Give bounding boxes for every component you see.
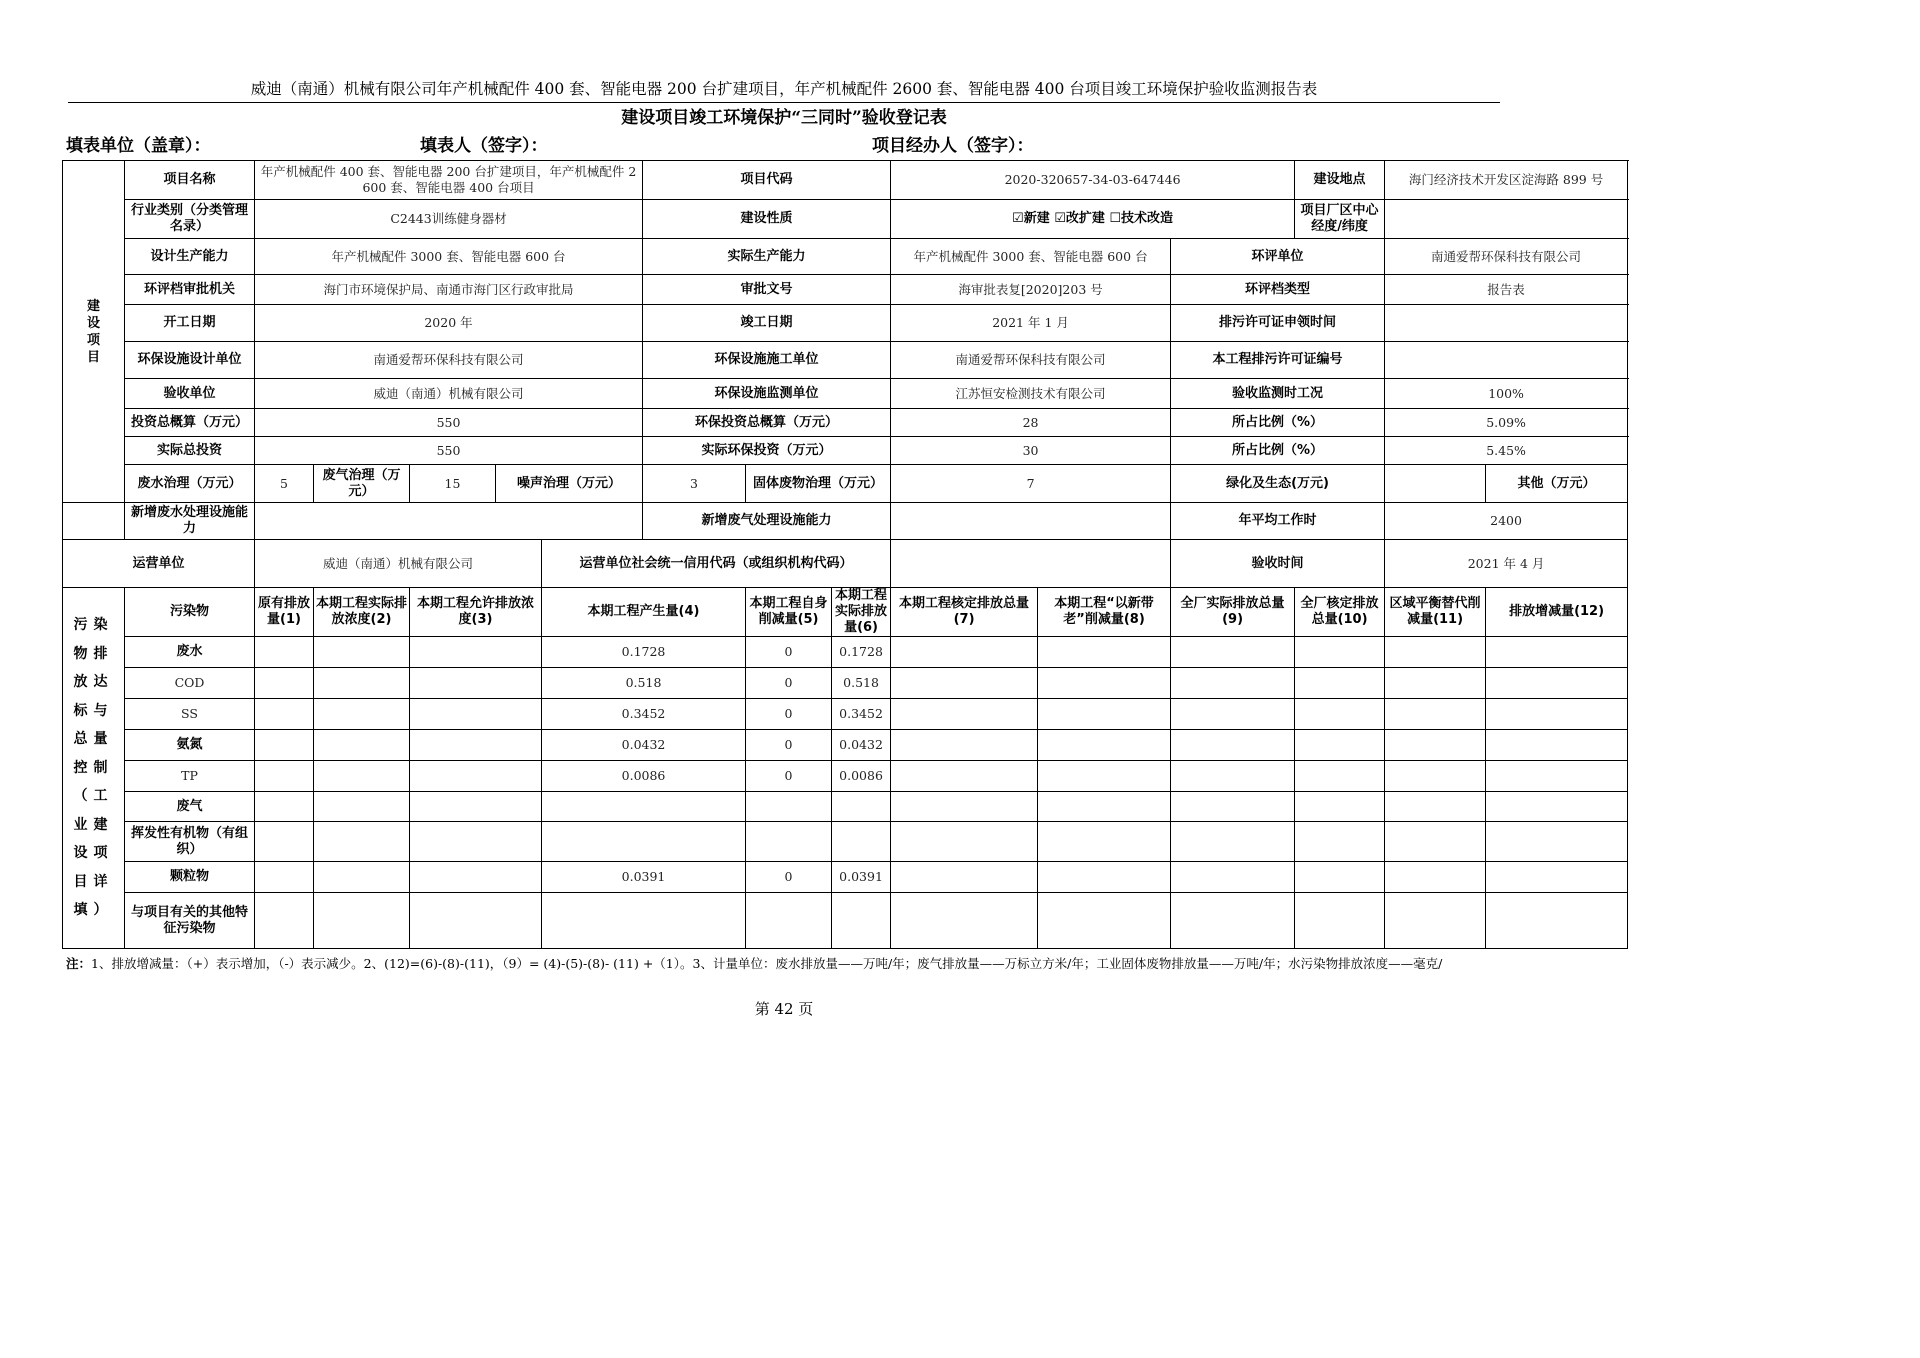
cell-production	[542, 792, 746, 822]
report-header: 威迪（南通）机械有限公司年产机械配件 400 套、智能电器 200 台扩建项目，年产机械配件 2600 套、智能电器 400 台项目竣工环境保护验收监测报告表	[250, 80, 1318, 98]
form-title: 建设项目竣工环境保护“三同时”验收登记表	[621, 108, 947, 128]
greening	[1385, 465, 1486, 503]
header-col-4: 本期工程产生量(4)	[542, 588, 746, 637]
label-solid-waste: 固体废物治理（万元）	[746, 465, 891, 503]
table-row	[63, 730, 1628, 761]
cell-production: 0.3452	[542, 699, 746, 730]
label-eia-unit: 环评单位	[1171, 239, 1385, 275]
annual-hours: 2400	[1385, 503, 1628, 540]
cell-emission	[832, 792, 891, 822]
table-row	[63, 822, 1628, 862]
label-working-condition: 验收监测时工况	[1171, 379, 1385, 409]
construction-nature: ☑新建 ☑改扩建 ☐技术改造	[891, 200, 1295, 239]
label-operator: 运营单位	[63, 540, 255, 588]
registration-table	[62, 160, 1628, 949]
cell-reduction	[746, 822, 832, 862]
fill-unit-label: 填表单位（盖章）：	[66, 136, 211, 156]
label-investment-estimate: 投资总概算（万元）	[125, 409, 255, 437]
label-start-date: 开工日期	[125, 305, 255, 342]
cell-reduction	[746, 893, 832, 949]
project-code: 2020-320657-34-03-647446	[891, 161, 1295, 200]
build-unit: 南通爱帮环保科技有限公司	[891, 342, 1171, 379]
design-capacity: 年产机械配件 3000 套、智能电器 600 台	[255, 239, 643, 275]
actual-capacity: 年产机械配件 3000 套、智能电器 600 台	[891, 239, 1171, 275]
header-col-5: 本期工程自身削减量(5)	[746, 588, 832, 637]
water-treatment: 5	[255, 465, 314, 503]
design-unit: 南通爱帮环保科技有限公司	[255, 342, 643, 379]
cell-production	[542, 822, 746, 862]
header-col-9: 全厂实际排放总量(9)	[1171, 588, 1295, 637]
cell-emission: 0.0391	[832, 862, 891, 893]
label-design-capacity: 设计生产能力	[125, 239, 255, 275]
permit-time	[1385, 305, 1628, 342]
section-pollutant: 污染物排放达标与总量控制（工业建设项目详填）	[63, 588, 125, 949]
label-annual-hours: 年平均工作时	[1171, 503, 1385, 540]
table-row	[63, 792, 1628, 822]
header-col-10: 全厂核定排放总量(10)	[1295, 588, 1385, 637]
label-nature: 建设性质	[643, 200, 891, 239]
cell-emission: 0.3452	[832, 699, 891, 730]
pollutant-name: 废气	[125, 792, 255, 822]
label-new-water-capacity: 新增废水处理设施能力	[125, 503, 255, 540]
cell-production: 0.0432	[542, 730, 746, 761]
cell-reduction: 0	[746, 761, 832, 792]
label-credit-code: 运营单位社会统一信用代码（或组织机构代码）	[542, 540, 891, 588]
noise-treatment: 3	[643, 465, 746, 503]
acceptance-unit: 威迪（南通）机械有限公司	[255, 379, 643, 409]
cell-emission	[832, 822, 891, 862]
project-section-gap	[63, 503, 125, 540]
cell-production: 0.1728	[542, 637, 746, 668]
label-project-code: 项目代码	[643, 161, 891, 200]
pollutant-name: SS	[125, 699, 255, 730]
operator-unit: 威迪（南通）机械有限公司	[255, 540, 542, 588]
ratio-actual: 5.45%	[1385, 437, 1628, 465]
pollutant-name: COD	[125, 668, 255, 699]
table-row	[63, 761, 1628, 792]
cell-emission: 0.518	[832, 668, 891, 699]
table-row	[63, 699, 1628, 730]
table-row	[63, 893, 1628, 949]
actual-investment: 550	[255, 437, 643, 465]
footnote-prefix: 注：	[66, 956, 92, 971]
label-water-treatment: 废水治理（万元）	[125, 465, 255, 503]
working-condition: 100%	[1385, 379, 1628, 409]
cell-production: 0.518	[542, 668, 746, 699]
start-date: 2020 年	[255, 305, 643, 342]
label-permit-number: 本工程排污许可证编号	[1171, 342, 1385, 379]
header-pollutant: 污染物	[125, 588, 255, 637]
ratio-estimate: 5.09%	[1385, 409, 1628, 437]
pollutant-name: 废水	[125, 637, 255, 668]
table-row	[63, 637, 1628, 668]
label-permit-time: 排污许可证申领时间	[1171, 305, 1385, 342]
eia-unit: 南通爱帮环保科技有限公司	[1385, 239, 1628, 275]
pollutant-name: 挥发性有机物（有组织）	[125, 822, 255, 862]
header-col-12: 排放增减量(12)	[1486, 588, 1628, 637]
header-col-8: 本期工程“以新带老”削减量(8)	[1038, 588, 1171, 637]
table-row	[63, 862, 1628, 893]
cell-emission	[832, 893, 891, 949]
new-water-capacity	[255, 503, 643, 540]
label-project-name: 项目名称	[125, 161, 255, 200]
cell-emission: 0.0086	[832, 761, 891, 792]
cell-emission: 0.1728	[832, 637, 891, 668]
footnote	[66, 956, 1511, 972]
label-new-gas-capacity: 新增废气处理设施能力	[643, 503, 891, 540]
label-ratio-actual: 所占比例（%）	[1171, 437, 1385, 465]
label-acceptance-unit: 验收单位	[125, 379, 255, 409]
cell-reduction	[746, 792, 832, 822]
label-eia-type: 环评档类型	[1171, 275, 1385, 305]
coordinates	[1385, 200, 1628, 239]
label-finish-date: 竣工日期	[643, 305, 891, 342]
cell-reduction: 0	[746, 699, 832, 730]
cell-emission: 0.0432	[832, 730, 891, 761]
cell-production: 0.0086	[542, 761, 746, 792]
label-noise-treatment: 噪声治理（万元）	[496, 465, 643, 503]
pollutant-name: TP	[125, 761, 255, 792]
cell-production: 0.0391	[542, 862, 746, 893]
table-row	[63, 668, 1628, 699]
approval-authority: 海门市环境保护局、南通市海门区行政审批局	[255, 275, 643, 305]
header-col-1: 原有排放量(1)	[255, 588, 314, 637]
solid-waste: 7	[891, 465, 1171, 503]
eia-type: 报告表	[1385, 275, 1628, 305]
cell-reduction: 0	[746, 862, 832, 893]
pollutant-name: 与项目有关的其他特征污染物	[125, 893, 255, 949]
label-actual-env-investment: 实际环保投资（万元）	[643, 437, 891, 465]
fill-person-label: 填表人（签字）：	[420, 136, 548, 156]
header-col-11: 区域平衡替代削减量(11)	[1385, 588, 1486, 637]
new-gas-capacity	[891, 503, 1171, 540]
label-industry: 行业类别（分类管理名录）	[125, 200, 255, 239]
finish-date: 2021 年 1 月	[891, 305, 1171, 342]
label-ratio-estimate: 所占比例（%）	[1171, 409, 1385, 437]
acceptance-time: 2021 年 4 月	[1385, 540, 1628, 588]
label-actual-investment: 实际总投资	[125, 437, 255, 465]
cell-reduction: 0	[746, 730, 832, 761]
project-name: 年产机械配件 400 套、智能电器 200 台扩建项目，年产机械配件 2600 套、智能电器 400 台项目	[255, 161, 643, 200]
label-approval-number: 审批文号	[643, 275, 891, 305]
pollutant-name: 颗粒物	[125, 862, 255, 893]
header-col-3: 本期工程允许排放浓度(3)	[410, 588, 542, 637]
footnote-text: 1、排放增减量：（+）表示增加，（-）表示减少。2、(12)=(6)-(8)-(11)，（9）= (4)-(5)-(8)- (11) +（1）。3、计量单位：废水排放量——万吨/年；废气排放量——万标立方米/年；工业固体废物排放量——万吨/年；水污染物排放浓度——毫克/	[91, 956, 1443, 971]
industry: C2443训练健身器材	[255, 200, 643, 239]
location: 海门经济技术开发区淀海路 899 号	[1385, 161, 1628, 200]
approval-number: 海审批表复[2020]203 号	[891, 275, 1171, 305]
monitor-unit: 江苏恒安检测技术有限公司	[891, 379, 1171, 409]
project-manager-label: 项目经办人（签字）：	[872, 136, 1034, 156]
header-col-2: 本期工程实际排放浓度(2)	[314, 588, 410, 637]
label-design-unit: 环保设施设计单位	[125, 342, 255, 379]
gas-treatment: 15	[410, 465, 496, 503]
header-col-7: 本期工程核定排放总量(7)	[891, 588, 1038, 637]
label-approval-authority: 环评档审批机关	[125, 275, 255, 305]
cell-production	[542, 893, 746, 949]
label-env-investment-estimate: 环保投资总概算（万元）	[643, 409, 891, 437]
investment-estimate: 550	[255, 409, 643, 437]
header-col-6: 本期工程实际排放量(6)	[832, 588, 891, 637]
page-number: 第 42 页	[754, 1000, 814, 1018]
permit-number	[1385, 342, 1628, 379]
header-divider	[68, 102, 1500, 103]
label-acceptance-time: 验收时间	[1171, 540, 1385, 588]
cell-reduction: 0	[746, 637, 832, 668]
label-greening: 绿化及生态(万元)	[1171, 465, 1385, 503]
env-investment-estimate: 28	[891, 409, 1171, 437]
label-location: 建设地点	[1295, 161, 1385, 200]
section-project: 建设项目	[63, 161, 125, 503]
pollutant-name: 氨氮	[125, 730, 255, 761]
label-monitor-unit: 环保设施监测单位	[643, 379, 891, 409]
credit-code	[891, 540, 1171, 588]
label-gas-treatment: 废气治理（万元）	[314, 465, 410, 503]
cell-reduction: 0	[746, 668, 832, 699]
actual-env-investment: 30	[891, 437, 1171, 465]
label-build-unit: 环保设施施工单位	[643, 342, 891, 379]
label-actual-capacity: 实际生产能力	[643, 239, 891, 275]
label-other-investment: 其他（万元）	[1486, 465, 1628, 503]
label-coordinates: 项目厂区中心经度/纬度	[1295, 200, 1385, 239]
